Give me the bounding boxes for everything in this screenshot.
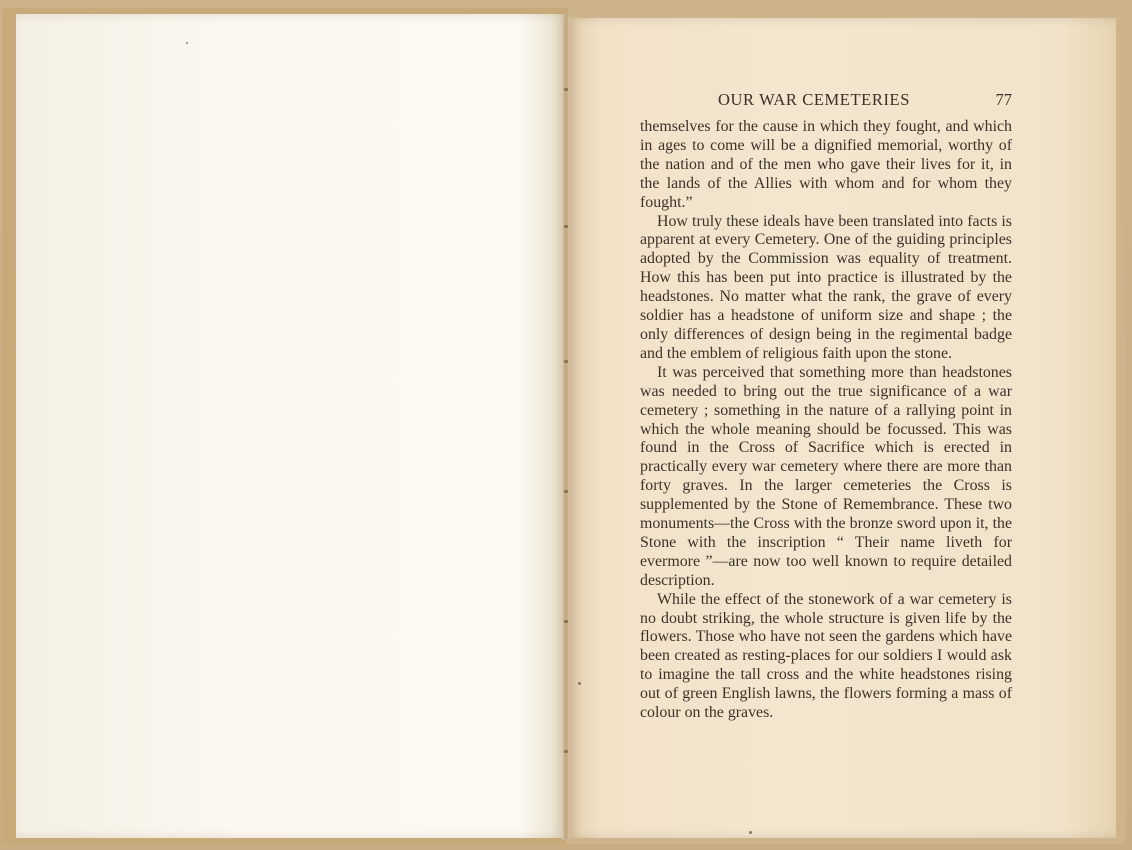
binding-stitch: [564, 360, 568, 363]
running-title: OUR WAR CEMETERIES: [718, 90, 911, 109]
page-number: 77: [995, 90, 1012, 109]
paragraph: It was perceived that something more than headstones was needed to bring out the true significance of a war cemetery ; something in the nature of a rallying point in which the whole meaning should be focussed. This was found in the Cross of Sacrifice which is erected in practically every war cemetery where there are more than forty graves. In the larger cemeteries the Cross is supplemented by the Stone of Remembrance. These two monuments—the Cross with the bronze sword upon it, the Stone with the inscription “ Their name liveth for evermore ”—are now too well known to require detailed description.: [640, 363, 1012, 589]
paper-speck: [578, 682, 581, 685]
binding-stitch: [564, 225, 568, 228]
binding-stitch: [564, 620, 568, 623]
binding-stitch: [564, 490, 568, 493]
binding-stitch: [564, 750, 568, 753]
paragraph: How truly these ideals have been translated into facts is apparent at every Cemetery. One of the guiding principles adopted by the Commission was equality of treatment. How this has been put into practice is illustrated by the headstones. No matter what the rank, the grave of every soldier has a headstone of uniform size and shape ; the only differences of design being in the regimental badge and the emblem of religious faith upon the stone.: [640, 212, 1012, 362]
page-body: [640, 118, 1012, 723]
binding-stitch: [564, 88, 568, 91]
paragraph: themselves for the cause in which they fought, and which in ages to come will be a dignified memorial, worthy of the nation and of the men who gave their lives for it, in the lands of the Allies with whom and for whom they fought.”: [640, 118, 1012, 211]
paper-speck: [749, 831, 752, 834]
page-header: [640, 90, 1012, 112]
paragraph: While the effect of the stonework of a war cemetery is no doubt striking, the whole structure is given life by the flowers. Those who have not seen the gardens which have been created as resting-places for our soldiers I would ask to imagine the tall cross and the white headstones rising out of green English lawns, the flowers forming a mass of colour on the graves.: [640, 590, 1012, 722]
book-gutter: [562, 14, 570, 840]
paper-speck: [186, 42, 188, 44]
blank-left-page: [16, 14, 564, 838]
